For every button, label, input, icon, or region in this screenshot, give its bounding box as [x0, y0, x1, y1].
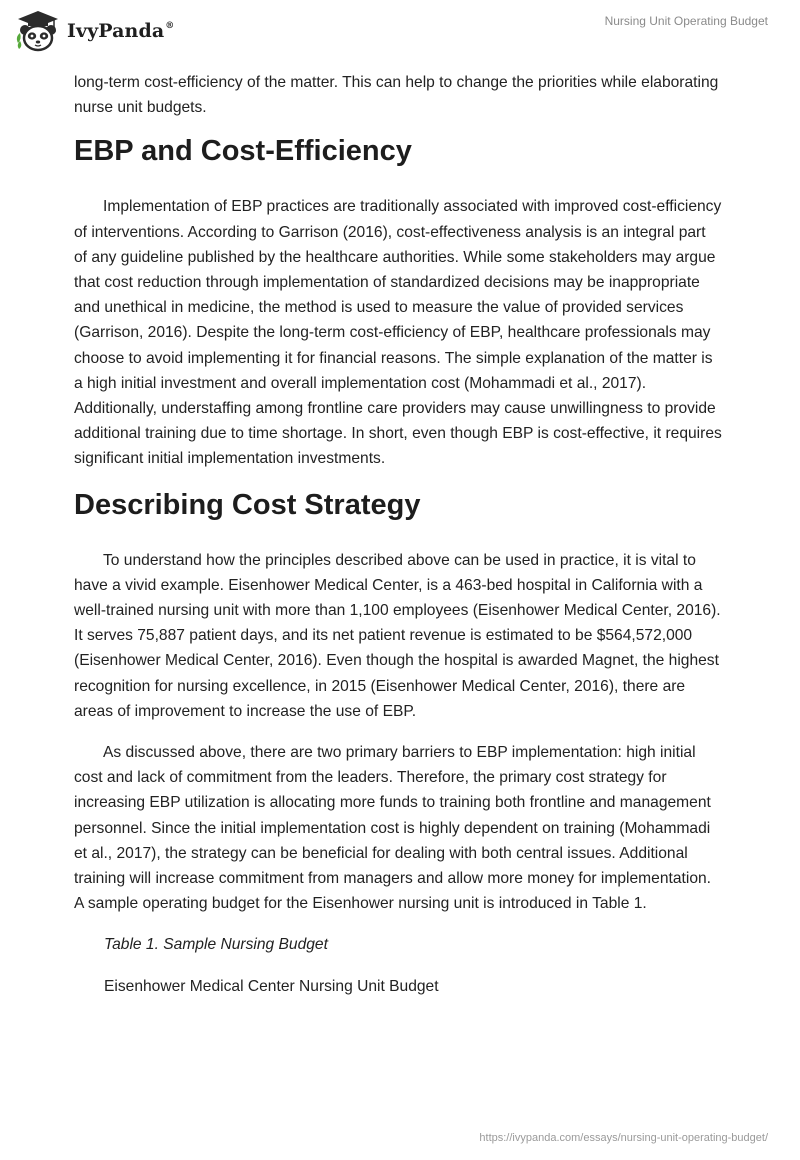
- cost-strategy-paragraph-2: As discussed above, there are two primary barriers to EBP implementation: high initial cost and lack of commitment from the leaders. Therefore, the primary cost strategy for increasing EBP utilization is allocating more funds to training both frontline and management personnel. Since the initial implementation cost is highly dependent on training (Mohammadi et al., 2017), the strategy can be beneficial for dealing with both central issues. Additional training will increase commitment from managers and allow more money for implementation. A sample operating budget for the Eisenhower nursing unit is introduced in Table 1.: [74, 744, 711, 913]
- section-heading-ebp-cost-efficiency: EBP and Cost-Efficiency: [74, 135, 412, 168]
- article-body: [74, 70, 722, 999]
- table-caption: Table 1. Sample Nursing Budget: [104, 936, 328, 954]
- source-url-link[interactable]: https://ivypanda.com/essays/nursing-unit-operating-budget/: [479, 1132, 768, 1144]
- cost-strategy-paragraph-1: To understand how the principles described above can be used in practice, it is vital to have a vivid example. Eisenhower Medical Center, is a 463-bed hospital in California with a well-trained nursing unit with more than 1,100 employees (Eisenhower Medical Center, 2016). It serves 75,887 patient days, and its net patient revenue is estimated to be $564,572,000 (Eisenhower Medical Center, 2016). Even though the hospital is awarded Magnet, the highest recognition for nursing excellence, in 2015 (Eisenhower Medical Center, 2016), there are areas of improvement to increase the use of EBP.: [74, 551, 721, 720]
- intro-paragraph: long-term cost-efficiency of the matter. This can help to change the priorities while elaborating nurse unit budgets.: [74, 74, 719, 117]
- page-header: [0, 0, 800, 70]
- ebp-cost-efficiency-paragraph: Implementation of EBP practices are traditionally associated with improved cost-efficiency of interventions. According to Garrison (2016), cost-effectiveness analysis is an integral part of any guideline published by the healthcare authorities. While some stakeholders may argue that cost reduction through implementation of standardized decisions may be inappropriate and unethical in medicine, the method is used to measure the value of provided services (Garrison, 2016). Despite the long-term cost-efficiency of EBP, healthcare professionals may choose to avoid implementing it for financial reasons. The simple explanation of the matter is a high initial investment and overall implementation cost (Mohammadi et al., 2017). Additionally, understaffing among frontline care providers may cause unwillingness to provide additional training due to time shortage. In short, even though EBP is cost-effective, it requires significant initial implementation investments.: [74, 198, 722, 468]
- table-title: Eisenhower Medical Center Nursing Unit Budget: [104, 977, 439, 995]
- ivypanda-logo[interactable]: [14, 9, 174, 53]
- section-heading-cost-strategy: Describing Cost Strategy: [74, 488, 421, 521]
- document-title: Nursing Unit Operating Budget: [604, 14, 768, 28]
- brand-name: IvyPanda®: [67, 20, 175, 42]
- panda-mascot-icon: [14, 9, 62, 53]
